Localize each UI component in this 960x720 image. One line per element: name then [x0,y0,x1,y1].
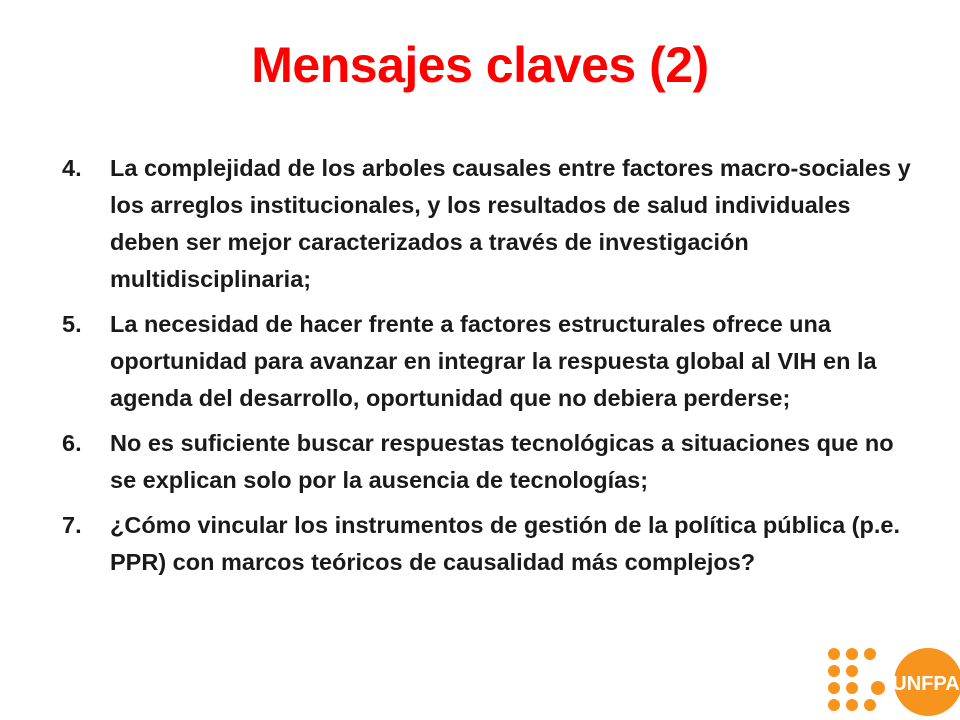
logo-dot [846,682,858,694]
logo-dot [864,699,876,711]
item-number: 6. [62,430,82,456]
list-item [62,507,922,581]
item-text: ¿Cómo vincular los instrumentos de gestión de la política pública (p.e. PPR) con marcos teóricos de causalidad más complejos? [110,512,900,575]
item-text: La necesidad de hacer frente a factores estructurales ofrece una oportunidad para avanzar en integrar la respuesta global al VIH en la agenda del desarrollo, oportunidad que no debiera perderse; [110,311,877,411]
item-number: 5. [62,311,82,337]
logo-dot [828,699,840,711]
list-item [62,425,922,499]
un-emblem-inner [871,681,885,695]
logo-dots [828,648,876,711]
item-text: No es suficiente buscar respuestas tecnológicas a situaciones que no se explican solo por la ausencia de tecnologías; [110,430,894,493]
logo-dot [846,665,858,677]
logo-dot [846,699,858,711]
slide-title: Mensajes claves (2) [251,37,709,93]
list-item [62,306,922,417]
item-number: 7. [62,512,82,538]
logo-dot [864,648,876,660]
key-messages-list [62,150,922,581]
item-text: La complejidad de los arboles causales entre factores macro-sociales y los arreglos institucionales, y los resultados de salud individuales deben ser mejor caracterizados a través de investigación multidisciplinaria; [110,155,911,292]
logo-dot [828,682,840,694]
logo-dot [846,648,858,660]
logo-text: UNFPA [892,673,960,695]
unfpa-logo-icon [822,644,960,720]
logo-dot [828,665,840,677]
list-item [62,150,922,298]
logo-dot [828,648,840,660]
item-number: 4. [62,155,82,181]
